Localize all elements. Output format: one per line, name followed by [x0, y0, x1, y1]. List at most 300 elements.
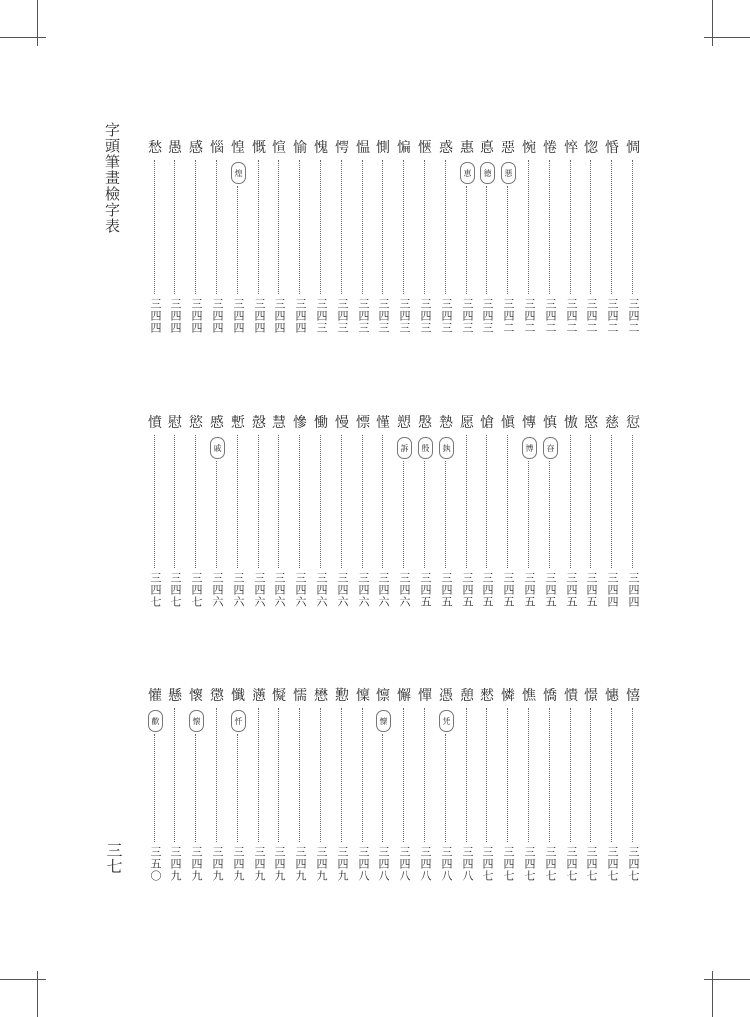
index-entry: [438, 415, 454, 610]
leader-dots: [445, 734, 446, 842]
page-reference: 三四六: [211, 572, 224, 608]
page-reference: 三四七: [149, 572, 162, 608]
page-reference: 三四五: [419, 572, 432, 608]
index-entry: [625, 140, 641, 336]
page-reference: 三四八: [461, 846, 474, 882]
headword-char: 慟: [314, 415, 328, 431]
leader-dots: [320, 435, 321, 568]
page-reference: 三四七: [606, 846, 619, 882]
index-entry: [230, 415, 246, 610]
headword-char: 慰: [168, 415, 182, 431]
variant-form: 凭: [439, 710, 454, 732]
leader-dots: [403, 461, 404, 568]
crop-mark-bl-v: [37, 971, 38, 1017]
headword-char: 慾: [189, 415, 203, 431]
index-entry: [459, 688, 475, 891]
index-entry: [167, 415, 183, 610]
page-reference: 三四九: [336, 846, 349, 882]
leader-dots: [590, 435, 591, 568]
headword-char: 愼: [501, 415, 515, 431]
variant-form: 恵: [460, 162, 475, 184]
page-reference: 三四五: [565, 572, 578, 608]
headword-char: 愁: [148, 140, 162, 156]
headword-char: 惛: [605, 140, 619, 156]
page-reference: 三四二: [627, 298, 640, 334]
headword-char: 懔: [376, 688, 390, 704]
running-header: 字頭筆畫檢字表: [103, 122, 121, 234]
headword-char: 慓: [356, 415, 370, 431]
index-entry: [209, 415, 225, 610]
index-entry: [563, 140, 579, 336]
headword-char: 悳: [480, 140, 494, 156]
variant-form: 忏: [231, 710, 246, 732]
index-entry: [521, 688, 537, 891]
page-reference: 三四九: [190, 846, 203, 882]
index-entry: [500, 688, 516, 891]
leader-dots: [611, 435, 612, 568]
page-reference: 三四四: [169, 298, 182, 334]
headword-char: 慬: [376, 415, 390, 431]
page-reference: 三四五: [585, 572, 598, 608]
leader-dots: [486, 186, 487, 294]
leader-dots: [362, 435, 363, 568]
headword-char: 憖: [480, 688, 494, 704]
headword-char: 懍: [356, 688, 370, 704]
page-reference: 三四五: [523, 572, 536, 608]
headword-char: 慹: [439, 415, 453, 431]
index-entry: [396, 688, 412, 891]
crop-mark-br-v: [712, 971, 713, 1017]
page-reference: 三四五: [440, 572, 453, 608]
leader-dots: [611, 708, 612, 842]
leader-dots: [195, 160, 196, 294]
page-reference: 三五〇: [149, 846, 162, 882]
index-entry: [147, 415, 163, 610]
page-reference: 三四六: [232, 572, 245, 608]
index-entry: [542, 688, 558, 891]
headword-char: 愆: [626, 415, 640, 431]
headword-char: 惻: [376, 140, 390, 156]
page-reference: 三四六: [336, 572, 349, 608]
page-reference: 三四三: [419, 298, 432, 334]
index-entry: [479, 140, 495, 336]
headword-char: 慎: [543, 415, 557, 431]
page-reference: 三四二: [565, 298, 578, 334]
headword-char: 惱: [210, 140, 224, 156]
index-entry: [209, 140, 225, 336]
page-reference: 三四九: [169, 846, 182, 882]
page-reference: 三四五: [481, 572, 494, 608]
variant-form: 埶: [439, 437, 454, 459]
index-entry: [542, 415, 558, 610]
leader-dots: [382, 160, 383, 294]
leader-dots: [258, 435, 259, 568]
index-entry: [438, 140, 454, 336]
leader-dots: [278, 708, 279, 842]
leader-dots: [299, 435, 300, 568]
index-entry: [209, 688, 225, 891]
index-entry: [292, 415, 308, 610]
leader-dots: [174, 435, 175, 568]
page-reference: 三四四: [190, 298, 203, 334]
page-reference: 三四八: [419, 846, 432, 882]
leader-dots: [424, 708, 425, 842]
index-entry: [542, 140, 558, 336]
page-reference: 三四四: [232, 298, 245, 334]
headword-char: 慘: [293, 415, 307, 431]
page-reference: 三四八: [398, 846, 411, 882]
leader-dots: [403, 160, 404, 294]
page-reference: 三四九: [211, 846, 224, 882]
variant-form: 訴: [397, 437, 412, 459]
leader-dots: [237, 435, 238, 568]
page-reference: 三四六: [273, 572, 286, 608]
index-entry: [313, 140, 329, 336]
index-entry: [375, 140, 391, 336]
headword-char: 懋: [314, 688, 328, 704]
headword-char: 懣: [252, 688, 266, 704]
leader-dots: [320, 708, 321, 842]
index-entry: [459, 415, 475, 610]
index-entry: [563, 688, 579, 891]
index-entry: [292, 140, 308, 336]
headword-char: 慨: [252, 140, 266, 156]
headword-char: 懺: [231, 688, 245, 704]
headword-char: 惑: [439, 140, 453, 156]
index-entry: [479, 688, 495, 891]
headword-char: 惡: [501, 140, 515, 156]
headword-char: 懷: [189, 688, 203, 704]
headword-char: 憒: [564, 688, 578, 704]
crop-mark-tl-v: [37, 0, 38, 46]
index-entry: [417, 688, 433, 891]
index-entry: [271, 140, 287, 336]
leader-dots: [528, 461, 529, 568]
index-entry: [188, 688, 204, 891]
leader-dots: [424, 461, 425, 568]
headword-char: 愃: [272, 140, 286, 156]
page-reference: 三四四: [273, 298, 286, 334]
headword-char: 愚: [168, 140, 182, 156]
headword-char: 憐: [501, 688, 515, 704]
leader-dots: [570, 708, 571, 842]
headword-char: 憤: [148, 415, 162, 431]
variant-form: 昚: [543, 437, 558, 459]
leader-dots: [507, 708, 508, 842]
page-reference: 三四七: [565, 846, 578, 882]
index-entry: [521, 415, 537, 610]
leader-dots: [216, 708, 217, 842]
headword-char: 愿: [460, 415, 474, 431]
leader-dots: [258, 160, 259, 294]
crop-mark-br-h: [704, 979, 750, 980]
headword-char: 憓: [605, 688, 619, 704]
leader-dots: [278, 435, 279, 568]
crop-mark-tr-h: [704, 37, 750, 38]
leader-dots: [299, 708, 300, 842]
headword-char: 慱: [522, 415, 536, 431]
leader-dots: [528, 160, 529, 294]
page-reference: 三四九: [294, 846, 307, 882]
leader-dots: [445, 461, 446, 568]
headword-char: 慢: [335, 415, 349, 431]
leader-dots: [632, 160, 633, 294]
page-reference: 三四八: [440, 846, 453, 882]
headword-char: 愉: [293, 140, 307, 156]
page-reference: 三四三: [440, 298, 453, 334]
index-entry: [230, 140, 246, 336]
headword-char: 憚: [418, 688, 432, 704]
index-entry: [375, 415, 391, 610]
index-entry: [479, 415, 495, 610]
leader-dots: [154, 435, 155, 568]
leader-dots: [341, 435, 342, 568]
variant-form: 歡: [148, 710, 163, 732]
headword-char: 懸: [168, 688, 182, 704]
index-entry: [271, 415, 287, 610]
page-reference: 三四五: [502, 572, 515, 608]
crop-mark-bl-h: [0, 979, 46, 980]
page-reference: 三四二: [523, 298, 536, 334]
leader-dots: [320, 160, 321, 294]
headword-char: 感: [189, 140, 203, 156]
page-reference: 三四七: [523, 846, 536, 882]
leader-dots: [570, 435, 571, 568]
leader-dots: [611, 160, 612, 294]
index-entry: [334, 688, 350, 891]
headword-char: 愬: [397, 415, 411, 431]
index-entry: [438, 688, 454, 891]
variant-form: 博: [522, 437, 537, 459]
headword-char: 悴: [564, 140, 578, 156]
leader-dots: [362, 160, 363, 294]
leader-dots: [382, 734, 383, 842]
headword-char: 憬: [584, 688, 598, 704]
headword-char: 懈: [397, 688, 411, 704]
index-entry: [251, 415, 267, 610]
crop-mark-tl-h: [0, 37, 46, 38]
headword-char: 慙: [231, 415, 245, 431]
leader-dots: [466, 435, 467, 568]
leader-dots: [258, 708, 259, 842]
page-reference: 三四三: [481, 298, 494, 334]
variant-form: 懐: [189, 710, 204, 732]
page-reference: 三四四: [149, 298, 162, 334]
page-number: 三七: [104, 842, 123, 874]
page-reference: 三四六: [377, 572, 390, 608]
index-entry: [396, 415, 412, 610]
headword-char: 慧: [272, 415, 286, 431]
leader-dots: [445, 160, 446, 294]
page-reference: 三四三: [315, 298, 328, 334]
headword-char: 愕: [335, 140, 349, 156]
variant-form: 戚: [210, 437, 225, 459]
headword-char: 惋: [522, 140, 536, 156]
page-reference: 三四六: [253, 572, 266, 608]
index-entry: [147, 140, 163, 336]
leader-dots: [154, 160, 155, 294]
leader-dots: [174, 708, 175, 842]
leader-dots: [341, 160, 342, 294]
leader-dots: [362, 708, 363, 842]
leader-dots: [486, 708, 487, 842]
index-entry: [334, 140, 350, 336]
leader-dots: [403, 708, 404, 842]
page-reference: 三四八: [377, 846, 390, 882]
leader-dots: [424, 160, 425, 294]
headword-char: 惓: [543, 140, 557, 156]
index-entry: [625, 415, 641, 610]
index-entry: [167, 688, 183, 891]
variant-form: 懍: [376, 710, 391, 732]
headword-char: 惚: [584, 140, 598, 156]
index-entry: [355, 140, 371, 336]
leader-dots: [570, 160, 571, 294]
leader-dots: [590, 708, 591, 842]
headword-char: 憩: [460, 688, 474, 704]
index-entry: [334, 415, 350, 610]
index-entry: [604, 415, 620, 610]
leader-dots: [299, 160, 300, 294]
headword-char: 惼: [397, 140, 411, 156]
index-entry: [251, 688, 267, 891]
headword-char: 懃: [335, 688, 349, 704]
index-entry: [500, 140, 516, 336]
page-reference: 三四四: [253, 298, 266, 334]
leader-dots: [216, 461, 217, 568]
leader-dots: [278, 160, 279, 294]
page-reference: 三四九: [273, 846, 286, 882]
leader-dots: [195, 734, 196, 842]
page-reference: 三四四: [606, 572, 619, 608]
headword-char: 愠: [356, 140, 370, 156]
page-reference: 三四六: [398, 572, 411, 608]
leader-dots: [195, 435, 196, 568]
index-entry: [417, 415, 433, 610]
page-reference: 三四七: [169, 572, 182, 608]
headword-char: 惶: [231, 140, 245, 156]
index-entry: [521, 140, 537, 336]
index-entry: [292, 688, 308, 891]
headword-char: 慠: [564, 415, 578, 431]
page-reference: 三四三: [357, 298, 370, 334]
page-reference: 三四七: [190, 572, 203, 608]
index-entry: [188, 140, 204, 336]
headword-char: 惆: [626, 140, 640, 156]
page-reference: 三四八: [357, 846, 370, 882]
leader-dots: [549, 160, 550, 294]
index-entry: [583, 415, 599, 610]
index-entry: [500, 415, 516, 610]
headword-char: 憘: [626, 688, 640, 704]
headword-char: 懝: [272, 688, 286, 704]
page-reference: 三四六: [294, 572, 307, 608]
index-entry: [230, 688, 246, 891]
headword-char: 愧: [314, 140, 328, 156]
crop-mark-tr-v: [712, 0, 713, 46]
page-reference: 三四九: [315, 846, 328, 882]
index-entry: [251, 140, 267, 336]
page-reference: 三四六: [315, 572, 328, 608]
leader-dots: [216, 160, 217, 294]
headword-char: 慼: [210, 415, 224, 431]
headword-char: 懦: [293, 688, 307, 704]
leader-dots: [341, 708, 342, 842]
leader-dots: [528, 708, 529, 842]
page-reference: 三四二: [585, 298, 598, 334]
leader-dots: [549, 708, 550, 842]
headword-char: 懽: [148, 688, 162, 704]
page-reference: 三四七: [585, 846, 598, 882]
page-reference: 三四五: [461, 572, 474, 608]
index-entry: [396, 140, 412, 336]
index-entry: [563, 415, 579, 610]
index-entry: [583, 688, 599, 891]
page-reference: 三四五: [544, 572, 557, 608]
headword-char: 慇: [418, 415, 432, 431]
leader-dots: [549, 461, 550, 568]
index-entry: [313, 688, 329, 891]
index-entry: [417, 140, 433, 336]
page-reference: 三四三: [461, 298, 474, 334]
index-entry: [355, 415, 371, 610]
leader-dots: [237, 186, 238, 294]
page-reference: 三四七: [481, 846, 494, 882]
page-reference: 三四四: [294, 298, 307, 334]
variant-form: 德: [480, 162, 495, 184]
leader-dots: [154, 734, 155, 842]
index-entry: [167, 140, 183, 336]
page-reference: 三四六: [357, 572, 370, 608]
page-reference: 三四三: [336, 298, 349, 334]
index-entry: [313, 415, 329, 610]
index-entry: [604, 688, 620, 891]
page-reference: 三四七: [502, 846, 515, 882]
page-reference: 三四七: [544, 846, 557, 882]
page-reference: 三四三: [377, 298, 390, 334]
leader-dots: [632, 708, 633, 842]
index-entry: [271, 688, 287, 891]
page-reference: 三四四: [211, 298, 224, 334]
index-entry: [147, 688, 163, 891]
page-reference: 三四九: [232, 846, 245, 882]
headword-char: 愍: [584, 415, 598, 431]
page-reference: 三四二: [544, 298, 557, 334]
page-reference: 三四二: [502, 298, 515, 334]
leader-dots: [466, 186, 467, 294]
leader-dots: [632, 435, 633, 568]
leader-dots: [382, 435, 383, 568]
headword-char: 惠: [460, 140, 474, 156]
page-reference: 三四四: [627, 572, 640, 608]
index-entry: [459, 140, 475, 336]
page-reference: 三四九: [253, 846, 266, 882]
variant-form: 殷: [418, 437, 433, 459]
leader-dots: [174, 160, 175, 294]
leader-dots: [486, 435, 487, 568]
headword-char: 懲: [210, 688, 224, 704]
leader-dots: [590, 160, 591, 294]
headword-char: 憑: [439, 688, 453, 704]
leader-dots: [466, 708, 467, 842]
headword-char: 慈: [605, 415, 619, 431]
headword-char: 憔: [522, 688, 536, 704]
leader-dots: [507, 435, 508, 568]
index-entry: [355, 688, 371, 891]
page-reference: 三四七: [627, 846, 640, 882]
variant-form: 悪: [501, 162, 516, 184]
headword-char: 憍: [543, 688, 557, 704]
